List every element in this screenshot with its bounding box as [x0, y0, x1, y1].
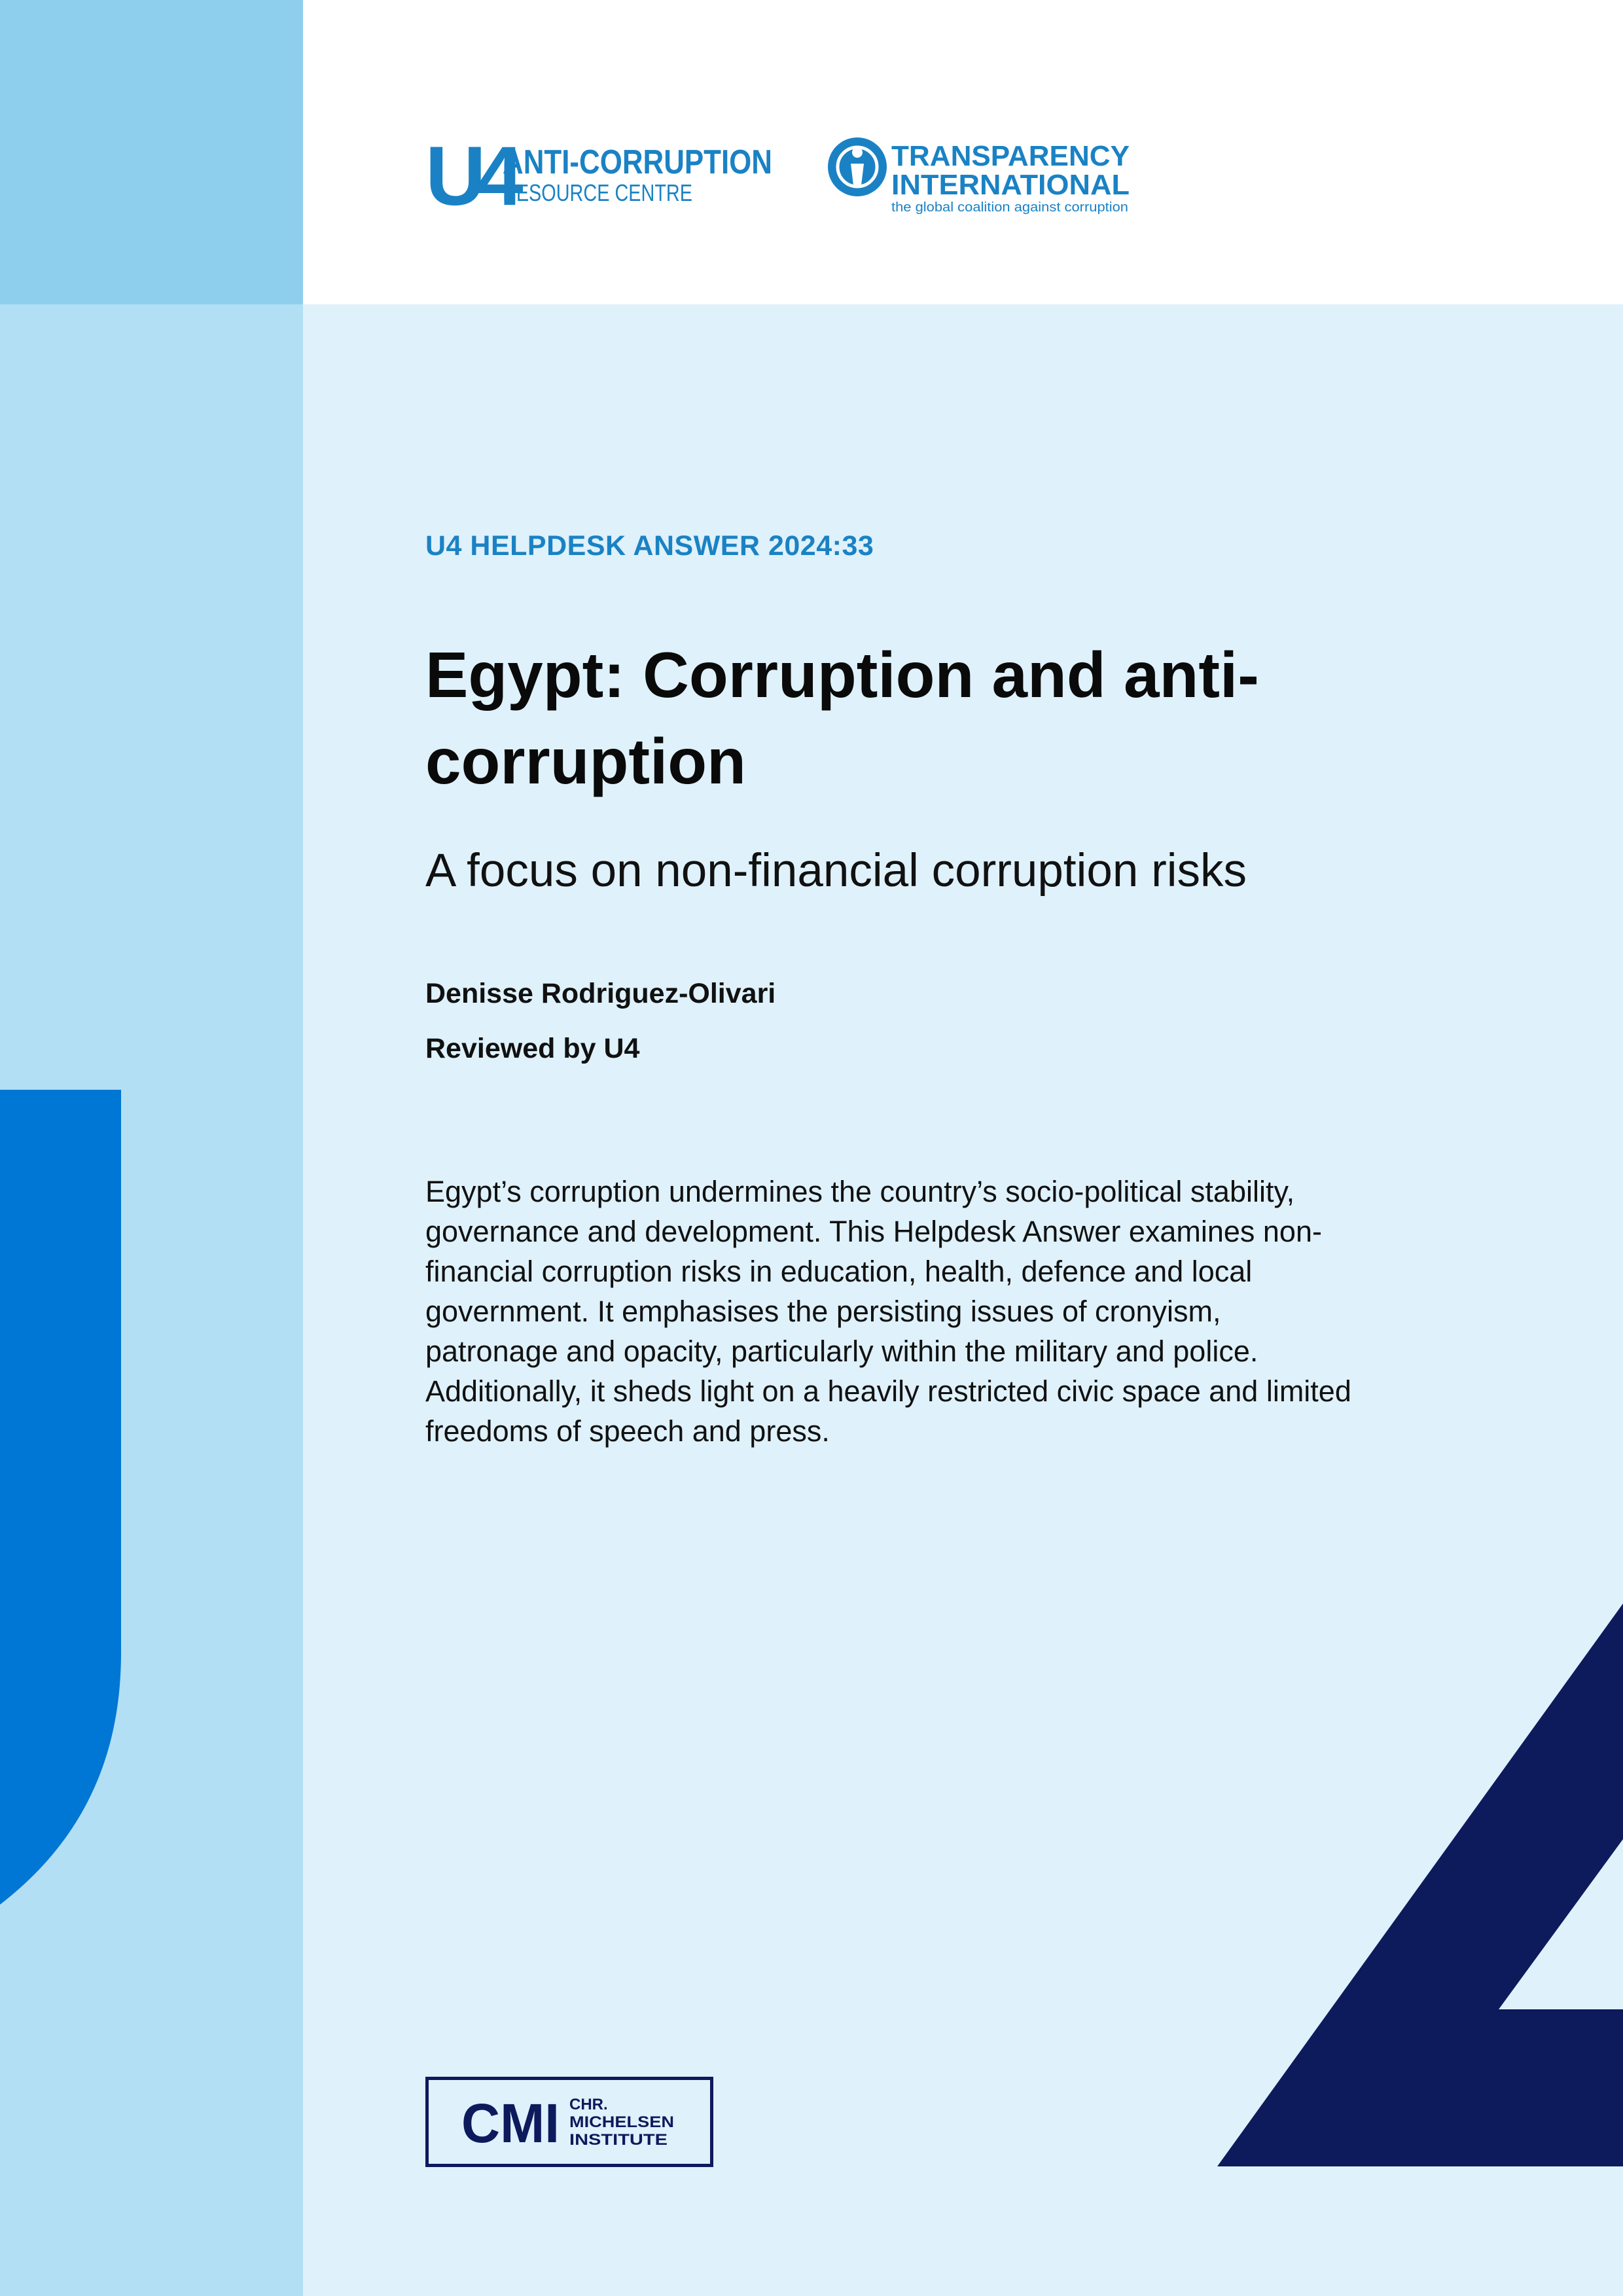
left-column-top-block	[0, 0, 303, 304]
u-shape-decoration	[0, 1090, 121, 1905]
author-name: Denisse Rodriguez-Olivari	[425, 978, 776, 1009]
four-shape-decoration	[1217, 1604, 1623, 2166]
document-title: Egypt: Corruption and anti-corruption	[425, 639, 1259, 797]
u4-logo-line1: ANTI-CORRUPTION	[503, 143, 772, 181]
u4-logo-mark: U4	[425, 134, 514, 219]
document-subtitle: A focus on non-financial corruption risks	[425, 845, 1247, 897]
series-label: U4 HELPDESK ANSWER 2024:33	[425, 530, 874, 562]
cmi-logo-line1: CHR.	[569, 2096, 608, 2113]
cmi-logo-line2: MICHELSEN	[569, 2113, 674, 2131]
cmi-logo-line3: INSTITUTE	[569, 2131, 668, 2149]
cmi-logo-mark: CMI	[461, 2092, 560, 2154]
u4-logo-line2: RESOURCE CENTRE	[503, 179, 692, 206]
ti-logo	[828, 137, 1130, 215]
abstract-paragraph: Egypt’s corruption undermines the country’s socio-political stability, governance and development. This Helpdesk Answer examines non-financial corruption risks in education, health, defence and local government. It emphasises the persisting issues of cronyism, patronage and opacity, particularly within the military and police. Additionally, it sheds light on a heavily restricted civic space and limited freedoms of speech and press.	[425, 1175, 1351, 1448]
cmi-logo	[425, 2077, 713, 2167]
ti-logo-tagline: the global coalition against corruption	[891, 200, 1128, 215]
u4-logo	[425, 134, 772, 219]
ti-logo-line1: TRANSPARENCY	[891, 140, 1130, 172]
ti-logo-line2: INTERNATIONAL	[891, 169, 1130, 201]
reviewer-line: Reviewed by U4	[425, 1033, 640, 1064]
partner-logos	[425, 134, 1145, 219]
